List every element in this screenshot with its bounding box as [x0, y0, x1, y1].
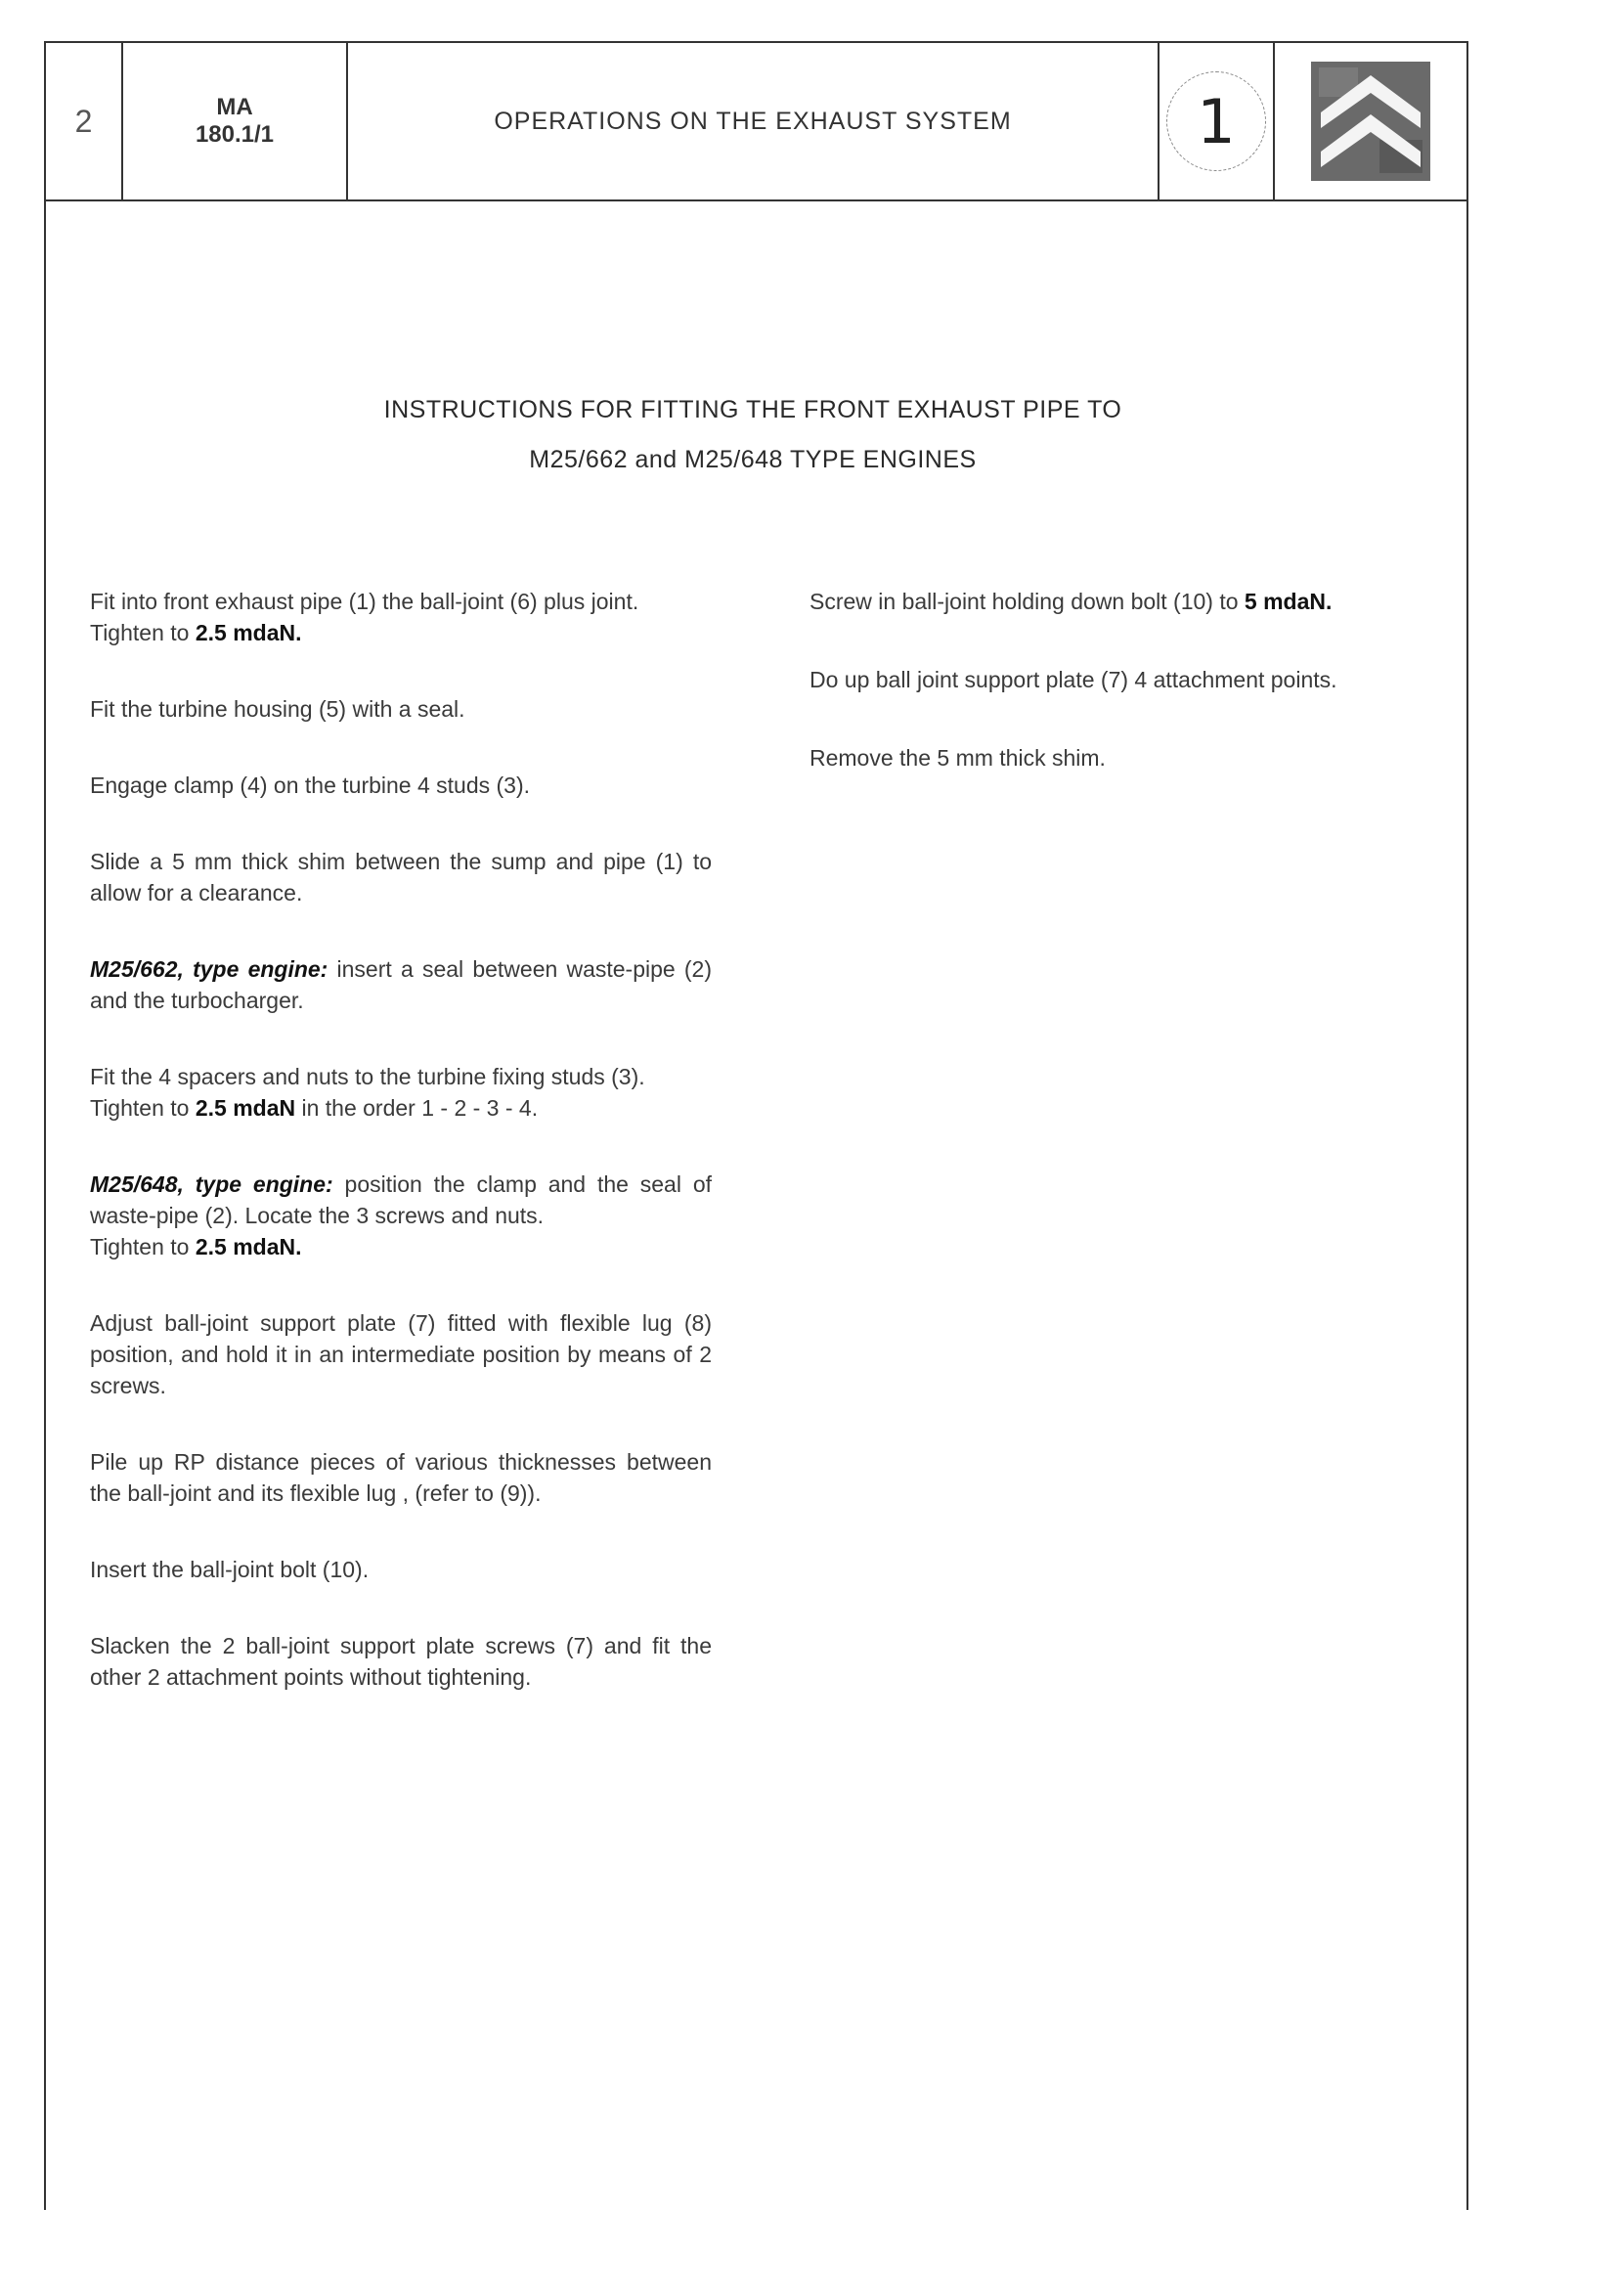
section-number-badge: 1 — [1166, 71, 1266, 171]
p6-torque: 2.5 mdaN — [195, 1095, 296, 1121]
page-header — [44, 41, 1468, 201]
right-paragraph-3: Remove the 5 mm thick shim. — [810, 745, 1106, 771]
p7-tighten: Tighten to — [90, 1234, 196, 1259]
left-column — [90, 586, 712, 1738]
p1-tighten: Tighten to — [90, 620, 196, 645]
p5-text: insert a seal between waste-pipe (2) and the turbocharger. — [90, 956, 712, 1013]
p7-torque: 2.5 mdaN. — [195, 1234, 302, 1259]
heading-line-2: M25/662 and M25/648 TYPE ENGINES — [529, 446, 977, 473]
p6-order: in the order 1 - 2 - 3 - 4. — [295, 1095, 539, 1121]
p7-engine-type: M25/648, type engine: — [90, 1171, 333, 1197]
paragraph-1 — [90, 586, 712, 648]
p7-text: position the clamp and the seal of waste-pipe (2). Locate the 3 screws and nuts. — [90, 1171, 712, 1228]
paragraph-5 — [90, 953, 712, 1016]
header-title: OPERATIONS ON THE EXHAUST SYSTEM — [348, 43, 1160, 199]
paragraph-3: Engage clamp (4) on the turbine 4 studs (3). — [90, 773, 531, 798]
paragraph-7 — [90, 1169, 712, 1262]
reference-line-2: 180.1/1 — [195, 121, 275, 148]
r1-torque: 5 mdaN. — [1244, 589, 1333, 614]
page-number: 2 — [46, 43, 123, 199]
paragraph-9: Pile up RP distance pieces of various thicknesses between the ball-joint and its flexible lug , (refer to (9)). — [90, 1449, 712, 1506]
reference-line-1: MA — [216, 94, 253, 120]
p1-text: Fit into front exhaust pipe (1) the ball-joint (6) plus joint. — [90, 589, 639, 614]
p1-torque: 2.5 mdaN. — [195, 620, 302, 645]
heading-line-1: INSTRUCTIONS FOR FITTING THE FRONT EXHAUST PIPE TO — [383, 396, 1122, 423]
p6-tighten: Tighten to — [90, 1095, 196, 1121]
paragraph-6 — [90, 1061, 712, 1124]
p6-text: Fit the 4 spacers and nuts to the turbine fixing studs (3). — [90, 1064, 645, 1089]
right-paragraph-1 — [810, 586, 1435, 617]
paragraph-10: Insert the ball-joint bolt (10). — [90, 1557, 370, 1582]
paragraph-4: Slide a 5 mm thick shim between the sump and pipe (1) to allow for a clearance. — [90, 849, 712, 905]
paragraph-2: Fit the turbine housing (5) with a seal. — [90, 696, 465, 722]
reference-code — [123, 43, 348, 199]
logo-cell — [1275, 43, 1466, 199]
right-column — [810, 586, 1435, 820]
citroen-logo-icon — [1311, 62, 1430, 181]
section-number-cell — [1160, 43, 1275, 199]
r1-text: Screw in ball-joint holding down bolt (10) to — [810, 589, 1245, 614]
p5-engine-type: M25/662, type engine: — [90, 956, 328, 982]
paragraph-8: Adjust ball-joint support plate (7) fitted with flexible lug (8) position, and hold it in an intermediate position by means of 2 screws. — [90, 1310, 712, 1398]
paragraph-11: Slacken the 2 ball-joint support plate screws (7) and fit the other 2 attachment points without tightening. — [90, 1633, 712, 1690]
right-paragraph-2: Do up ball joint support plate (7) 4 attachment points. — [810, 667, 1337, 692]
